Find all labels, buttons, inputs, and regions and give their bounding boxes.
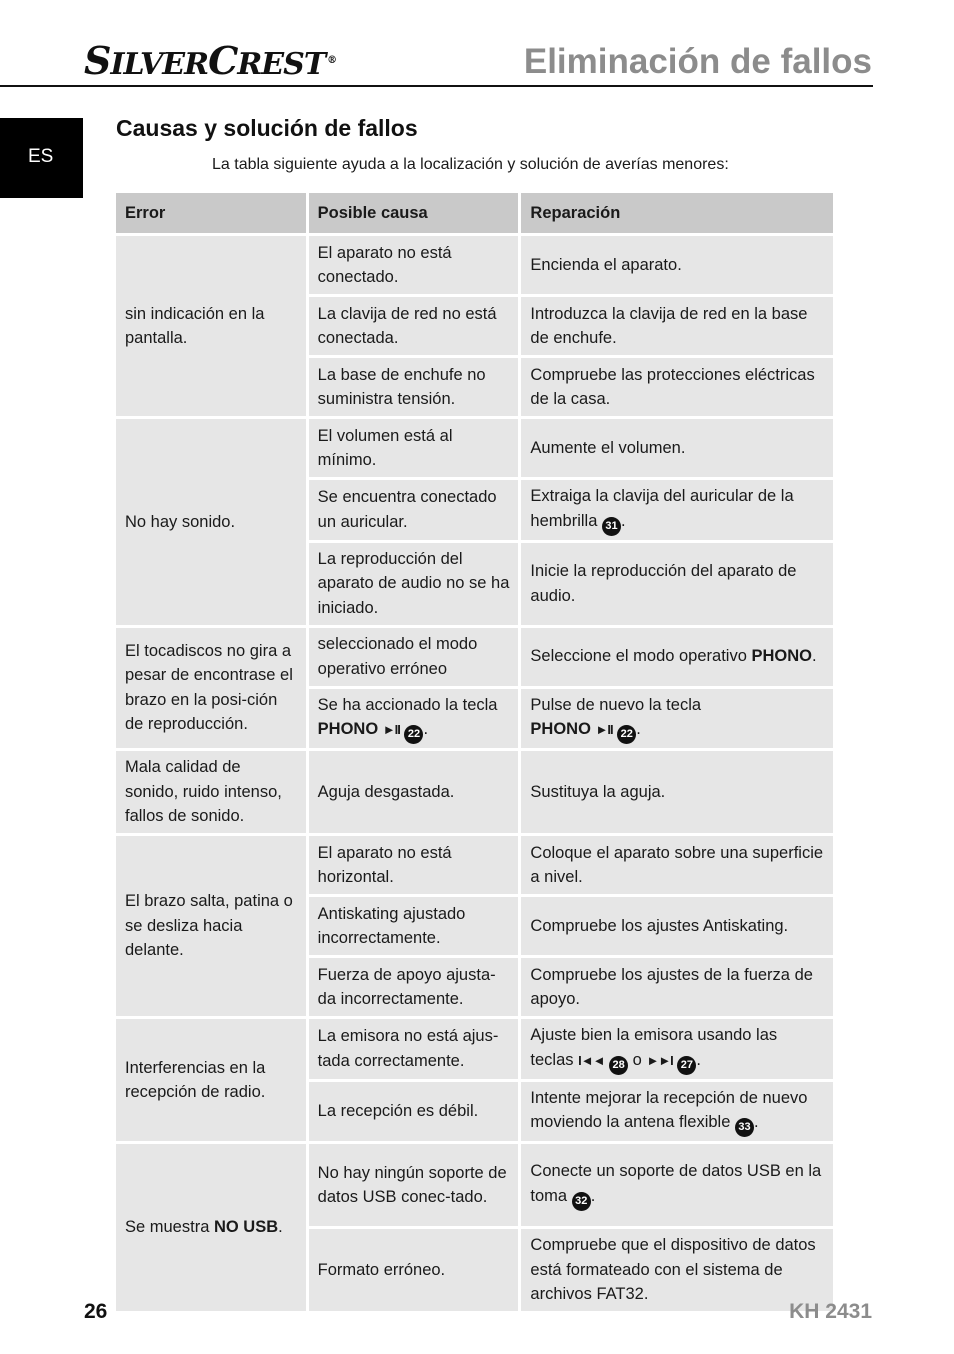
cause-cell: Se ha accionado la tecla PHONO ►II 22 . <box>309 689 519 749</box>
table-row <box>116 836 833 894</box>
skip-back-icon: I◄◄ <box>578 1052 605 1068</box>
fix-cell: Compruebe los ajustes Antiskating. <box>521 897 833 955</box>
fix-cell: Ajuste bien la emisora usando las teclas I◄◄ 28 o ►►I 27 . <box>521 1019 833 1079</box>
ref-number-icon: 31 <box>602 517 621 536</box>
fix-cell: Introduzca la clavija de red en la base de enchufe. <box>521 297 833 355</box>
fix-cell: Extraiga la clavija del auricular de la hembrilla 31 . <box>521 480 833 540</box>
cause-cell: El aparato no está conectado. <box>309 236 519 294</box>
table-row <box>116 419 833 477</box>
fix-cell: Coloque el aparato sobre una superficie a nivel. <box>521 836 833 894</box>
error-cell: No hay sonido. <box>116 419 306 625</box>
ref-number-icon: 22 <box>404 725 423 744</box>
ref-number-icon: 28 <box>609 1056 628 1075</box>
table-row <box>116 1144 833 1226</box>
table-header-row <box>116 193 833 233</box>
ref-number-icon: 22 <box>617 725 636 744</box>
fix-cell: Compruebe que el dispositivo de datos está formateado con el sistema de archivos FAT32. <box>521 1229 833 1311</box>
troubleshooting-table <box>113 190 836 1314</box>
cause-cell: La base de enchufe no suministra tensión. <box>309 358 519 416</box>
ref-number-icon: 32 <box>572 1192 591 1211</box>
language-tab: ES <box>0 118 83 198</box>
error-cell: Mala calidad de sonido, ruido intenso, fallos de sonido. <box>116 751 306 833</box>
table-row <box>116 628 833 686</box>
page-number: 26 <box>84 1300 108 1323</box>
fix-cell: Conecte un soporte de datos USB en la toma 32 . <box>521 1144 833 1226</box>
error-cell: Interferencias en la recepción de radio. <box>116 1019 306 1141</box>
skip-forward-icon: ►►I <box>646 1052 673 1068</box>
fix-cell: Encienda el aparato. <box>521 236 833 294</box>
fix-cell: Sustituya la aguja. <box>521 751 833 833</box>
fix-cell: Intente mejorar la recepción de nuevo moviendo la antena flexible 33 . <box>521 1082 833 1142</box>
section-title: Causas y solución de fallos <box>116 115 418 141</box>
cause-cell: Se encuentra conectado un auricular. <box>309 480 519 540</box>
cause-cell: La emisora no está ajus-tada correctamente. <box>309 1019 519 1079</box>
cause-cell: Fuerza de apoyo ajusta-da incorrectamente. <box>309 958 519 1016</box>
fix-cell: Compruebe los ajustes de la fuerza de apoyo. <box>521 958 833 1016</box>
play-pause-icon: ►II <box>595 722 613 737</box>
cause-cell: La clavija de red no está conectada. <box>309 297 519 355</box>
model-number: KH 2431 <box>789 1300 872 1323</box>
cause-cell: La reproducción del aparato de audio no se ha iniciado. <box>309 543 519 625</box>
cause-cell: seleccionado el modo operativo erróneo <box>309 628 519 686</box>
cause-cell: El aparato no está horizontal. <box>309 836 519 894</box>
page-title: Eliminación de fallos <box>523 42 872 81</box>
table-row <box>116 236 833 294</box>
fix-cell: Compruebe las protecciones eléctricas de la casa. <box>521 358 833 416</box>
brand-logo: SILVERCREST ® <box>84 38 337 83</box>
header-cause: Posible causa <box>309 193 519 233</box>
table-row <box>116 1019 833 1079</box>
cause-cell: La recepción es débil. <box>309 1082 519 1142</box>
fix-cell: Aumente el volumen. <box>521 419 833 477</box>
fix-cell: Inicie la reproducción del aparato de audio. <box>521 543 833 625</box>
fix-cell: Seleccione el modo operativo PHONO. <box>521 628 833 686</box>
play-pause-icon: ►II <box>382 722 400 737</box>
cause-cell: Formato erróneo. <box>309 1229 519 1311</box>
error-cell: El brazo salta, patina o se desliza hacia delante. <box>116 836 306 1016</box>
error-cell: sin indicación en la pantalla. <box>116 236 306 416</box>
ref-number-icon: 27 <box>677 1056 696 1075</box>
error-cell: El tocadiscos no gira a pesar de encontrase el brazo en la posi-ción de reproducción. <box>116 628 306 749</box>
intro-text: La tabla siguiente ayuda a la localización y solución de averías menores: <box>212 156 729 173</box>
cause-cell: No hay ningún soporte de datos USB conec-tado. <box>309 1144 519 1226</box>
cause-cell: Antiskating ajustado incorrectamente. <box>309 897 519 955</box>
fix-cell: Pulse de nuevo la tecla PHONO ►II 22 . <box>521 689 833 749</box>
header-fix: Reparación <box>521 193 833 233</box>
header-error: Error <box>116 193 306 233</box>
table-row <box>116 751 833 833</box>
ref-number-icon: 33 <box>735 1118 754 1137</box>
header-rule <box>0 85 873 87</box>
cause-cell: Aguja desgastada. <box>309 751 519 833</box>
cause-cell: El volumen está al mínimo. <box>309 419 519 477</box>
error-cell: Se muestra NO USB. <box>116 1144 306 1311</box>
